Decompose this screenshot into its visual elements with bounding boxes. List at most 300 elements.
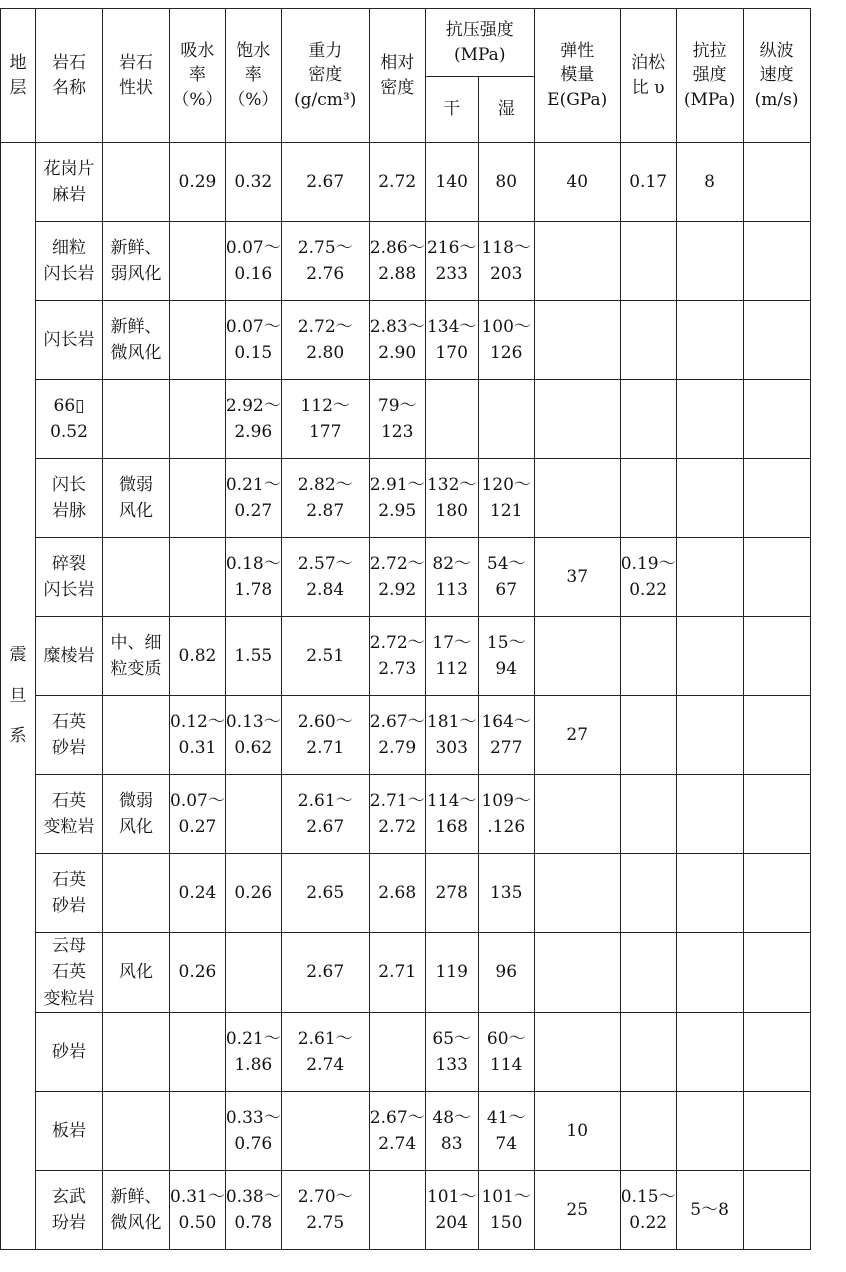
cell-line: 0.50 [178, 1213, 217, 1234]
cell-line: 0.33～ [225, 1107, 281, 1128]
table-row [1, 696, 811, 775]
relative-density-cell [369, 1092, 425, 1171]
gravity-density-cell [281, 380, 369, 459]
cell-line: 震 [9, 644, 27, 665]
cell-line: 2.79 [378, 738, 417, 758]
rock-name-cell [36, 380, 103, 459]
water-absorption-cell [170, 143, 226, 222]
poisson-ratio-cell [620, 222, 676, 301]
cell-line: 砂岩 [52, 1041, 86, 1062]
wave-speed-cell [743, 1171, 810, 1250]
cell-line: 砂岩 [52, 896, 86, 916]
cell-line: 率 [244, 65, 262, 86]
tensile-strength-cell [676, 459, 743, 538]
cell-line: 2.96 [234, 422, 273, 442]
cell-line: 2.72～ [369, 632, 425, 653]
cell-line: 79～ [377, 395, 417, 416]
cell-line: 0.21～ [225, 474, 281, 495]
saturated-water-cell [225, 459, 281, 538]
elastic-modulus-cell [534, 775, 620, 854]
header-compressive-wet: 湿 [478, 77, 534, 143]
table-row [1, 380, 811, 459]
cell-line: 2.72 [378, 817, 417, 837]
elastic-modulus-cell [534, 222, 620, 301]
cell-line: 2.67～ [369, 1107, 425, 1128]
wave-speed-cell [743, 301, 810, 380]
cell-line: 中、细 [110, 632, 162, 653]
cell-line: 168 [435, 817, 468, 837]
cell-line: 2.80 [306, 343, 345, 363]
cell-line: 27 [566, 724, 589, 745]
header-compressive-strength [425, 9, 534, 77]
elastic-modulus-cell [534, 459, 620, 538]
cell-line: 119 [435, 962, 468, 983]
cell-line: 54～ [486, 553, 526, 574]
relative-density-cell [369, 617, 425, 696]
poisson-ratio-cell [620, 775, 676, 854]
cell-line: 闪长岩 [43, 329, 95, 350]
cell-line: 126 [489, 343, 523, 363]
elastic-modulus-cell [534, 1092, 620, 1171]
cell-line: 60～ [486, 1028, 526, 1049]
gravity-density-cell [281, 1171, 369, 1250]
saturated-water-cell [225, 380, 281, 459]
cell-line: 石英 [52, 711, 86, 732]
cell-line: 层 [9, 77, 27, 98]
cell-line: 2.90 [378, 343, 417, 363]
rock-name-cell [36, 854, 103, 933]
cell-line: 2.92 [378, 580, 417, 600]
rock-properties-table-wrapper [0, 8, 811, 1250]
water-absorption-cell [170, 1092, 226, 1171]
elastic-modulus-cell [534, 143, 620, 222]
cell-line: 纵波 [759, 40, 794, 61]
cell-line: 0.38～ [225, 1186, 281, 1207]
saturated-water-cell [225, 538, 281, 617]
wave-speed-cell [743, 933, 810, 1013]
saturated-water-cell [225, 617, 281, 696]
rock-character-cell [103, 696, 170, 775]
rock-name-cell [36, 301, 103, 380]
cell-line: 5～8 [690, 1199, 729, 1220]
cell-line: 17～ [432, 632, 472, 653]
cell-line: 65～ [432, 1028, 472, 1049]
cell-line: 0.07～ [225, 237, 281, 258]
rock-name-cell [36, 1171, 103, 1250]
wave-speed-cell [743, 696, 810, 775]
table-row [1, 617, 811, 696]
cell-line: 云母 [52, 936, 86, 956]
tensile-strength-cell [676, 380, 743, 459]
cell-line: 114～ [426, 790, 477, 811]
cell-line: 性状 [119, 77, 153, 98]
water-absorption-cell [170, 1013, 226, 1092]
compressive-wet-cell [478, 775, 534, 854]
cell-line: 2.67 [306, 817, 345, 837]
cell-line: 2.71 [306, 738, 345, 758]
rock-character-cell [103, 538, 170, 617]
rock-character-cell [103, 301, 170, 380]
cell-line: 新鲜、 [110, 1186, 162, 1207]
cell-line: 0.31 [178, 738, 217, 758]
rock-properties-table [0, 8, 811, 1250]
cell-line: 弱风化 [110, 264, 162, 284]
cell-line: 216～ [426, 237, 477, 258]
poisson-ratio-cell [620, 854, 676, 933]
cell-line: 0.62 [234, 738, 273, 758]
cell-line: 2.73 [378, 659, 417, 679]
tensile-strength-cell [676, 1013, 743, 1092]
gravity-density-cell [281, 459, 369, 538]
gravity-density-cell [281, 933, 369, 1013]
water-absorption-cell [170, 538, 226, 617]
cell-line: 石英 [52, 962, 86, 983]
cell-line: 2.51 [306, 645, 345, 666]
elastic-modulus-cell [534, 933, 620, 1013]
compressive-dry-cell [425, 1092, 478, 1171]
saturated-water-cell [225, 696, 281, 775]
cell-line: 糜棱岩 [43, 645, 95, 666]
table-row [1, 222, 811, 301]
elastic-modulus-cell [534, 854, 620, 933]
gravity-density-cell [281, 854, 369, 933]
compressive-dry-cell [425, 696, 478, 775]
cell-line: 2.75 [306, 1213, 345, 1234]
cell-line: 密度 [380, 77, 415, 98]
table-row [1, 301, 811, 380]
elastic-modulus-cell [534, 538, 620, 617]
cell-line: (m/s) [754, 89, 799, 110]
cell-line: 细粒 [52, 237, 86, 258]
compressive-dry-cell [425, 222, 478, 301]
cell-line: 2.71～ [369, 790, 425, 811]
saturated-water-cell [225, 854, 281, 933]
cell-line: 2.67 [306, 962, 345, 983]
poisson-ratio-cell [620, 617, 676, 696]
cell-line: 135 [489, 882, 523, 903]
cell-line: 石英 [52, 869, 86, 890]
compressive-wet-cell [478, 143, 534, 222]
table-row [1, 538, 811, 617]
relative-density-cell [369, 222, 425, 301]
cell-line: 82～ [432, 553, 472, 574]
rock-name-cell [36, 459, 103, 538]
cell-line: 旦 [9, 685, 27, 706]
water-absorption-cell [170, 775, 226, 854]
poisson-ratio-cell [620, 1171, 676, 1250]
cell-line: 48～ [432, 1107, 472, 1128]
cell-line: 1.55 [234, 645, 273, 666]
gravity-density-cell [281, 143, 369, 222]
cell-line: 101～ [426, 1186, 477, 1207]
cell-line: 2.67 [306, 171, 345, 192]
cell-line: 微风化 [110, 343, 162, 363]
elastic-modulus-cell [534, 1171, 620, 1250]
cell-line: 0.19～ [620, 553, 676, 574]
tensile-strength-cell [676, 301, 743, 380]
compressive-dry-cell [425, 933, 478, 1013]
cell-line: （%） [172, 89, 223, 110]
cell-line: 180 [435, 501, 468, 521]
rock-name-cell [36, 538, 103, 617]
cell-line: 134～ [426, 316, 477, 337]
cell-line: 2.60～ [297, 711, 353, 732]
poisson-ratio-cell [620, 301, 676, 380]
wave-speed-cell [743, 617, 810, 696]
header-rock-name [36, 9, 103, 143]
cell-line: 岩石 [52, 52, 86, 73]
cell-line: (g/cm³) [294, 89, 357, 110]
cell-line: 233 [435, 264, 468, 284]
cell-line: 2.65 [306, 882, 345, 903]
cell-line: 40 [566, 171, 589, 192]
water-absorption-cell [170, 933, 226, 1013]
wave-speed-cell [743, 538, 810, 617]
rock-name-cell [36, 1013, 103, 1092]
cell-line: 微风化 [110, 1213, 162, 1234]
tensile-strength-cell [676, 1171, 743, 1250]
cell-line: （%） [228, 89, 279, 110]
saturated-water-cell [225, 222, 281, 301]
rock-character-cell [103, 459, 170, 538]
rock-character-cell [103, 143, 170, 222]
cell-line: 278 [435, 882, 468, 903]
cell-line: 67 [495, 580, 518, 600]
cell-line: 强度 [692, 65, 727, 86]
relative-density-cell [369, 380, 425, 459]
cell-line: (MPa) [683, 89, 736, 110]
cell-line: .126 [487, 817, 526, 837]
poisson-ratio-cell [620, 933, 676, 1013]
cell-line: 2.72 [378, 171, 417, 192]
poisson-ratio-cell [620, 143, 676, 222]
compressive-dry-cell [425, 1013, 478, 1092]
cell-line: 0.15 [234, 343, 273, 363]
cell-line: 2.72～ [297, 316, 353, 337]
saturated-water-cell [225, 933, 281, 1013]
gravity-density-cell [281, 617, 369, 696]
cell-line: 0.24 [178, 882, 217, 903]
cell-line: 83 [440, 1134, 463, 1155]
cell-line: 比 υ [631, 77, 665, 98]
cell-line: 0.12～ [170, 711, 225, 732]
wave-speed-cell [743, 222, 810, 301]
cell-line: 2.76 [306, 264, 345, 284]
cell-line: 0.26 [178, 962, 217, 983]
compressive-dry-cell [425, 1171, 478, 1250]
water-absorption-cell [170, 1171, 226, 1250]
cell-line: 66▯ [53, 395, 85, 416]
water-absorption-cell [170, 301, 226, 380]
cell-line: 0.76 [234, 1134, 273, 1155]
cell-line: 2.84 [306, 580, 345, 600]
cell-line: 风化 [119, 962, 153, 983]
cell-line: 吸水 [180, 40, 215, 61]
compressive-wet-cell [478, 696, 534, 775]
water-absorption-cell [170, 617, 226, 696]
cell-line: 277 [489, 738, 523, 758]
cell-line: 微弱 [119, 474, 153, 495]
compressive-wet-cell [478, 617, 534, 696]
cell-line: 2.82～ [297, 474, 353, 495]
header-poisson-ratio [620, 9, 676, 143]
table-row [1, 1013, 811, 1092]
cell-line: 弹性 [560, 40, 595, 61]
cell-line: 1.78 [234, 580, 273, 600]
cell-line: 170 [435, 343, 468, 363]
cell-line: 名称 [52, 77, 86, 98]
cell-line: 2.74 [306, 1055, 345, 1076]
cell-line: 抗拉 [692, 40, 727, 61]
table-row [1, 459, 811, 538]
relative-density-cell [369, 1013, 425, 1092]
cell-line: 闪长岩 [43, 580, 95, 600]
compressive-dry-cell [425, 143, 478, 222]
cell-line: 114 [489, 1055, 523, 1076]
cell-line: 碎裂 [52, 553, 86, 574]
table-row [1, 854, 811, 933]
cell-line: 抗压强度 [445, 19, 514, 40]
cell-line: 风化 [119, 817, 153, 837]
cell-line: 闪长岩 [43, 264, 95, 284]
cell-line: E(GPa) [547, 89, 608, 110]
tensile-strength-cell [676, 854, 743, 933]
water-absorption-cell [170, 380, 226, 459]
cell-line: 80 [495, 171, 518, 192]
cell-line: 2.74 [378, 1134, 417, 1155]
rock-name-cell [36, 143, 103, 222]
cell-line: 2.68 [378, 882, 417, 903]
poisson-ratio-cell [620, 696, 676, 775]
tensile-strength-cell [676, 1092, 743, 1171]
rock-name-cell [36, 933, 103, 1013]
relative-density-cell [369, 775, 425, 854]
cell-line: 2.61～ [297, 790, 353, 811]
compressive-dry-cell [425, 459, 478, 538]
cell-line: 2.92～ [225, 395, 281, 416]
rock-character-cell [103, 933, 170, 1013]
table-row [1, 775, 811, 854]
cell-line: 203 [489, 264, 523, 284]
cell-line: 板岩 [52, 1120, 86, 1141]
cell-line: 1.86 [234, 1055, 273, 1076]
cell-line: 112 [435, 659, 468, 679]
cell-line: 微弱 [119, 790, 153, 811]
rock-character-cell [103, 222, 170, 301]
gravity-density-cell [281, 222, 369, 301]
wave-speed-cell [743, 459, 810, 538]
relative-density-cell [369, 854, 425, 933]
rock-character-cell [103, 1092, 170, 1171]
tensile-strength-cell [676, 617, 743, 696]
cell-line: 0.07～ [170, 790, 225, 811]
cell-line: 系 [9, 726, 27, 747]
table-row [1, 143, 811, 222]
cell-line: 8 [704, 171, 715, 192]
relative-density-cell [369, 301, 425, 380]
cell-line: 速度 [759, 65, 794, 86]
cell-line: 密度 [308, 65, 343, 86]
cell-line: 74 [495, 1134, 518, 1155]
poisson-ratio-cell [620, 1013, 676, 1092]
cell-line: 25 [566, 1199, 589, 1220]
gravity-density-cell [281, 696, 369, 775]
relative-density-cell [369, 696, 425, 775]
gravity-density-cell [281, 1013, 369, 1092]
cell-line: 204 [435, 1213, 468, 1234]
gravity-density-cell [281, 301, 369, 380]
elastic-modulus-cell [534, 380, 620, 459]
cell-line: 0.82 [178, 645, 217, 666]
tensile-strength-cell [676, 775, 743, 854]
cell-line: 303 [435, 738, 468, 758]
compressive-dry-cell [425, 538, 478, 617]
compressive-wet-cell [478, 222, 534, 301]
rock-character-cell [103, 380, 170, 459]
cell-line: 0.78 [234, 1213, 273, 1234]
gravity-density-cell [281, 1092, 369, 1171]
rock-character-cell [103, 1171, 170, 1250]
cell-line: 砂岩 [52, 738, 86, 758]
saturated-water-cell [225, 775, 281, 854]
rock-character-cell [103, 775, 170, 854]
cell-line: 2.75～ [297, 237, 353, 258]
cell-line: 0.21～ [225, 1028, 281, 1049]
header-stratum [1, 9, 36, 143]
rock-character-cell [103, 1013, 170, 1092]
wave-speed-cell [743, 854, 810, 933]
cell-line: 2.88 [378, 264, 417, 284]
compressive-dry-cell [425, 617, 478, 696]
stratum-cell [1, 143, 36, 1250]
header-gravity-density [281, 9, 369, 143]
cell-line: 相对 [380, 52, 415, 73]
wave-speed-cell [743, 380, 810, 459]
elastic-modulus-cell [534, 1013, 620, 1092]
compressive-dry-cell [425, 775, 478, 854]
header-tensile-strength [676, 9, 743, 143]
cell-line: 123 [380, 422, 414, 442]
cell-line: 2.61～ [297, 1028, 353, 1049]
cell-line: 0.15～ [620, 1186, 676, 1207]
cell-line: 率 [188, 65, 206, 86]
header-relative-density [369, 9, 425, 143]
rock-name-cell [36, 222, 103, 301]
cell-line: 101～ [481, 1186, 531, 1207]
cell-line: 0.27 [178, 817, 217, 837]
cell-line: 变粒岩 [43, 817, 95, 837]
cell-line: 0.18～ [225, 553, 281, 574]
compressive-wet-cell [478, 380, 534, 459]
cell-line: 重力 [308, 40, 343, 61]
compressive-wet-cell [478, 538, 534, 617]
cell-line: 0.31～ [170, 1186, 225, 1207]
relative-density-cell [369, 459, 425, 538]
rock-name-cell [36, 696, 103, 775]
poisson-ratio-cell [620, 1092, 676, 1171]
cell-line: 41～ [486, 1107, 526, 1128]
cell-line: 0.16 [234, 264, 273, 284]
header-water-absorption [170, 9, 226, 143]
rock-name-cell [36, 617, 103, 696]
wave-speed-cell [743, 1013, 810, 1092]
cell-line: (MPa) [453, 44, 506, 65]
cell-line: 变粒岩 [43, 988, 95, 1009]
cell-line: 2.83～ [369, 316, 425, 337]
cell-line: 新鲜、 [110, 316, 162, 337]
cell-line: 150 [489, 1213, 523, 1234]
wave-speed-cell [743, 143, 810, 222]
